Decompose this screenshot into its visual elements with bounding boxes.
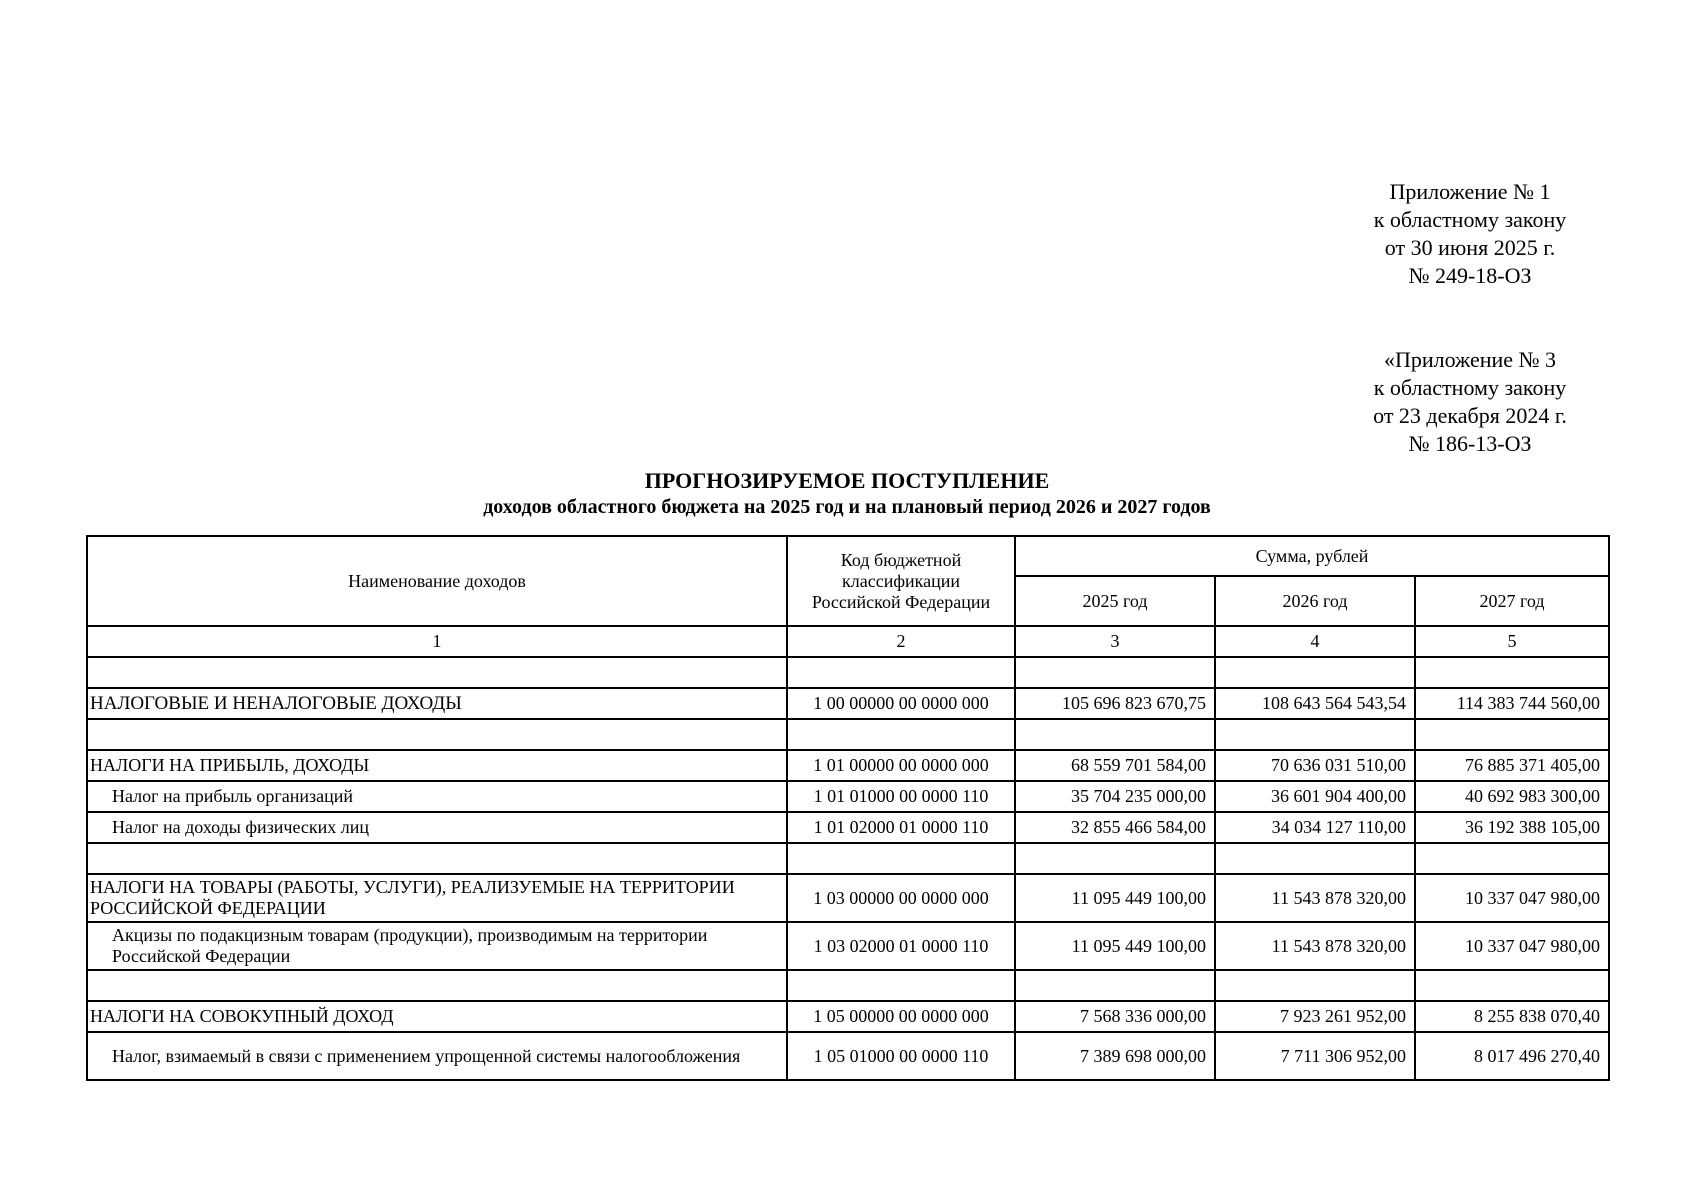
row-name: НАЛОГИ НА ПРИБЫЛЬ, ДОХОДЫ <box>87 750 787 781</box>
header-year-2027: 2027 год <box>1415 576 1609 626</box>
appendix-3-line: «Приложение № 3 <box>1383 347 1557 372</box>
table-row <box>87 812 1609 843</box>
spacer-row <box>87 657 1609 688</box>
table-header-row <box>87 536 1609 576</box>
row-sum-2025: 68 559 701 584,00 <box>1015 750 1215 781</box>
spacer-row <box>87 843 1609 874</box>
row-sum-2027: 8 017 496 270,40 <box>1415 1032 1609 1080</box>
row-name: НАЛОГОВЫЕ И НЕНАЛОГОВЫЕ ДОХОДЫ <box>87 688 787 719</box>
row-sum-2025: 11 095 449 100,00 <box>1015 874 1215 922</box>
row-code: 1 03 02000 01 0000 110 <box>787 922 1015 970</box>
row-name: Налог на доходы физических лиц <box>87 812 787 843</box>
budget-revenue-table <box>86 535 1610 1081</box>
row-sum-2026: 7 923 261 952,00 <box>1215 1001 1415 1032</box>
row-sum-2026: 11 543 878 320,00 <box>1215 874 1415 922</box>
row-name: Налог, взимаемый в связи с применением упрощенной системы налогообложения <box>87 1032 787 1080</box>
column-number: 5 <box>1415 626 1609 657</box>
appendix-3-block <box>1340 346 1600 458</box>
row-sum-2027: 40 692 983 300,00 <box>1415 781 1609 812</box>
document-title: ПРОГНОЗИРУЕМОЕ ПОСТУПЛЕНИЕ <box>644 468 1050 493</box>
column-number: 1 <box>87 626 787 657</box>
appendix-1-line: Приложение № 1 <box>1389 179 1551 204</box>
header-name: Наименование доходов <box>87 536 787 626</box>
header-code: Код бюджетной классификации Российской Федерации <box>787 536 1015 626</box>
row-sum-2027: 114 383 744 560,00 <box>1415 688 1609 719</box>
appendix-3-line: № 186-13-ОЗ <box>1408 431 1532 456</box>
row-code: 1 01 00000 00 0000 000 <box>787 750 1015 781</box>
header-year-2026: 2026 год <box>1215 576 1415 626</box>
row-sum-2026: 108 643 564 543,54 <box>1215 688 1415 719</box>
row-sum-2026: 7 711 306 952,00 <box>1215 1032 1415 1080</box>
row-name: НАЛОГИ НА ТОВАРЫ (РАБОТЫ, УСЛУГИ), РЕАЛИЗУЕМЫЕ НА ТЕРРИТОРИИ РОССИЙСКОЙ ФЕДЕРАЦИИ <box>87 874 787 922</box>
spacer-row <box>87 970 1609 1001</box>
row-sum-2026: 11 543 878 320,00 <box>1215 922 1415 970</box>
column-number: 4 <box>1215 626 1415 657</box>
appendix-1-line: к областному закону <box>1373 207 1567 232</box>
table-row <box>87 750 1609 781</box>
appendix-3-line: к областному закону <box>1373 375 1567 400</box>
appendix-1-block <box>1340 178 1600 290</box>
appendix-1-line: № 249-18-ОЗ <box>1408 263 1532 288</box>
table-row <box>87 922 1609 970</box>
row-sum-2025: 35 704 235 000,00 <box>1015 781 1215 812</box>
spacer-row <box>87 719 1609 750</box>
row-sum-2025: 7 568 336 000,00 <box>1015 1001 1215 1032</box>
column-number: 2 <box>787 626 1015 657</box>
row-sum-2026: 36 601 904 400,00 <box>1215 781 1415 812</box>
appendix-3-line: от 23 декабря 2024 г. <box>1373 403 1567 428</box>
row-sum-2025: 11 095 449 100,00 <box>1015 922 1215 970</box>
row-name: Налог на прибыль организаций <box>87 781 787 812</box>
column-number-row <box>87 626 1609 657</box>
row-sum-2027: 36 192 388 105,00 <box>1415 812 1609 843</box>
header-year-2025: 2025 год <box>1015 576 1215 626</box>
row-name: НАЛОГИ НА СОВОКУПНЫЙ ДОХОД <box>87 1001 787 1032</box>
header-sum: Сумма, рублей <box>1015 536 1609 576</box>
table-row <box>87 874 1609 922</box>
table-row <box>87 781 1609 812</box>
row-sum-2026: 34 034 127 110,00 <box>1215 812 1415 843</box>
row-code: 1 01 02000 01 0000 110 <box>787 812 1015 843</box>
row-code: 1 01 01000 00 0000 110 <box>787 781 1015 812</box>
appendix-1-line: от 30 июня 2025 г. <box>1384 235 1556 260</box>
row-code: 1 05 00000 00 0000 000 <box>787 1001 1015 1032</box>
row-sum-2025: 32 855 466 584,00 <box>1015 812 1215 843</box>
row-sum-2027: 8 255 838 070,40 <box>1415 1001 1609 1032</box>
row-sum-2025: 105 696 823 670,75 <box>1015 688 1215 719</box>
row-code: 1 03 00000 00 0000 000 <box>787 874 1015 922</box>
row-name: Акцизы по подакцизным товарам (продукции), производимым на территории Российской Федерации <box>87 922 787 970</box>
row-sum-2027: 10 337 047 980,00 <box>1415 922 1609 970</box>
row-sum-2027: 10 337 047 980,00 <box>1415 874 1609 922</box>
row-code: 1 05 01000 00 0000 110 <box>787 1032 1015 1080</box>
table-row <box>87 1032 1609 1080</box>
row-sum-2025: 7 389 698 000,00 <box>1015 1032 1215 1080</box>
table-row <box>87 1001 1609 1032</box>
table-row <box>87 688 1609 719</box>
document-subtitle: доходов областного бюджета на 2025 год и на плановый период 2026 и 2027 годов <box>483 496 1211 518</box>
row-code: 1 00 00000 00 0000 000 <box>787 688 1015 719</box>
row-sum-2026: 70 636 031 510,00 <box>1215 750 1415 781</box>
column-number: 3 <box>1015 626 1215 657</box>
row-sum-2027: 76 885 371 405,00 <box>1415 750 1609 781</box>
